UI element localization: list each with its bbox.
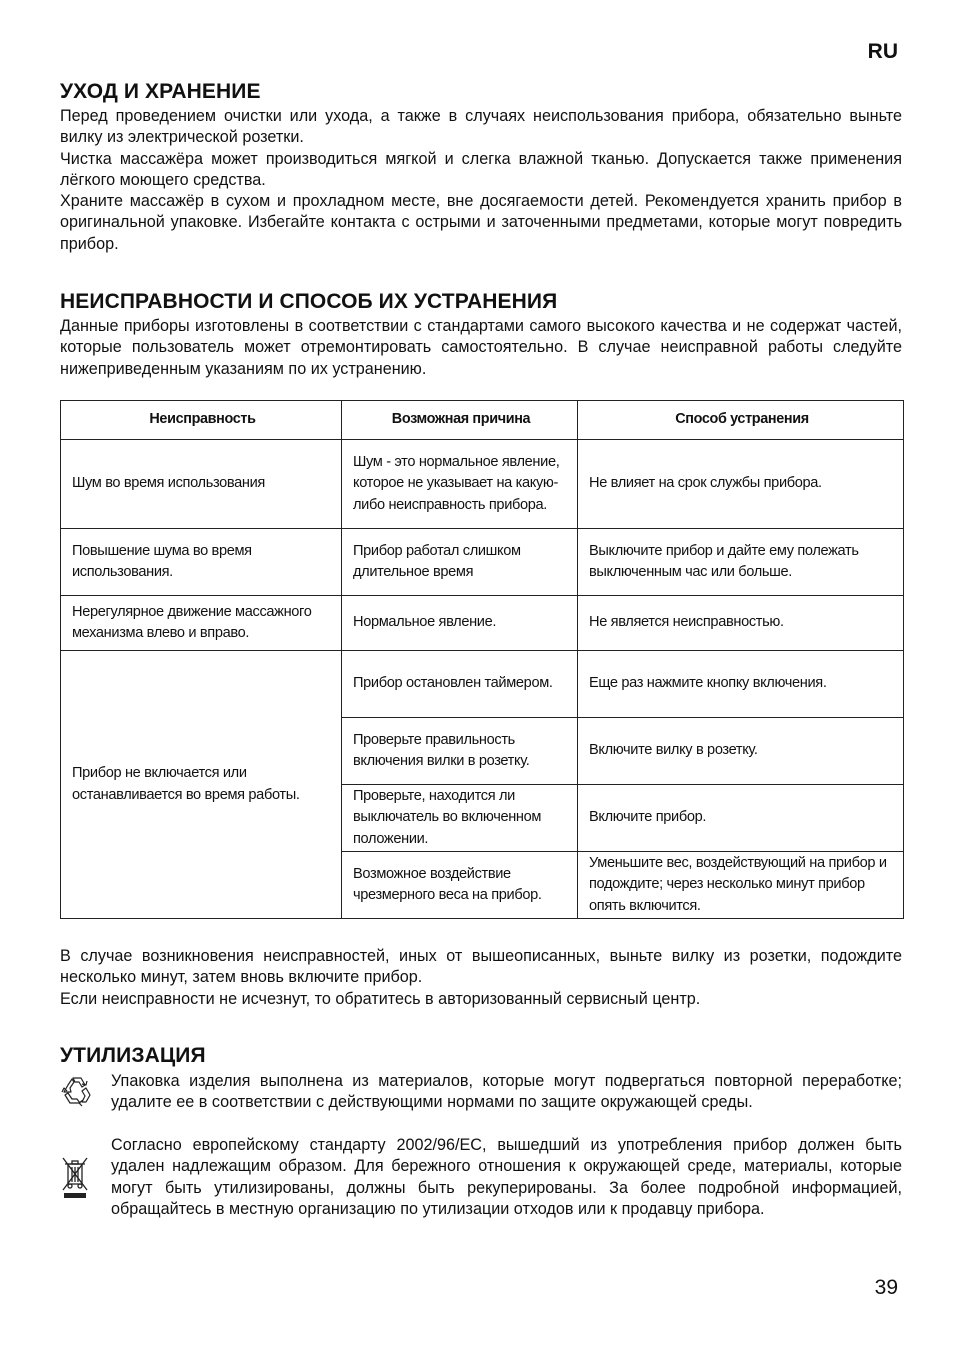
recycle-icon [60,1074,94,1108]
crossed-bin-icon [60,1156,90,1200]
table-row [61,440,904,529]
remedy-cell: Не влияет на срок службы прибора. [578,440,904,529]
fault-cell: Нерегулярное движение массажного механизма влево и вправо. [61,596,342,651]
care-paragraph-3: Храните массажёр в сухом и прохладном месте, вне досягаемости детей. Рекомендуется хранить прибор в оригинальной упаковке. Избегайте контакта с острыми и заточенными предметами, которые могут повредить прибор. [60,192,902,253]
remedy-cell: Выключите прибор и дайте ему полежать выключенным час или больше. [578,529,904,596]
faults-table [60,400,904,919]
table-row [61,651,904,718]
faults-intro [60,316,902,380]
fault-cell: Прибор не включается или останавливается во время работы. [61,651,342,919]
remedy-cell: Включите прибор. [578,785,904,852]
care-paragraph-2: Чистка массажёра может производиться мягкой и слегка влажной тканью. Допускается также применения лёгкого моющего средства. [60,149,902,189]
remedy-cell: Еще раз нажмите кнопку включения. [578,651,904,718]
cause-cell: Прибор остановлен таймером. [342,651,578,718]
table-row [61,529,904,596]
recycle-text: Упаковка изделия выполнена из материалов, которые могут подвергаться повторной переработке; удалите ее в соответствии с действующими нормами по защите окружающей среды. [111,1072,902,1112]
care-paragraph-1: Перед проведением очистки или ухода, а также в случаях неиспользования прибора, обязательно выньте вилку из электрической розетки. [60,107,902,147]
cause-cell: Нормальное явление. [342,596,578,651]
header-cause: Возможная причина [342,401,578,440]
language-code: RU [867,40,898,63]
header-remedy: Способ устранения [578,401,904,440]
fault-cell: Шум во время использования [61,440,342,529]
cause-cell: Проверьте правильность включения вилки в розетку. [342,718,578,785]
faults-intro-paragraph: Данные приборы изготовлены в соответствии с стандартами самого высокого качества и не содержат частей, которые пользователь может отремонтировать самостоятельно. В случае неисправной работы следуйте нижеприведенным указаниям по их устранению. [60,317,902,378]
header-fault: Неисправность [61,401,342,440]
table-row [61,596,904,651]
table-header-row [61,401,904,440]
fault-cell: Повышение шума во время использования. [61,529,342,596]
remedy-cell: Включите вилку в розетку. [578,718,904,785]
remedy-cell: Не является неисправностью. [578,596,904,651]
faults-title: НЕИСПРАВНОСТИ И СПОСОБ ИХ УСТРАНЕНИЯ [60,290,558,313]
cause-cell: Возможное воздействие чрезмерного веса на прибор. [342,852,578,919]
care-text [60,106,902,255]
faults-after-paragraph-1: В случае возникновения неисправностей, иных от вышеописанных, выньте вилку из розетки, подождите несколько минут, затем вновь включите прибор. [60,947,902,987]
cause-cell: Прибор работал слишком длительное время [342,529,578,596]
care-title: УХОД И ХРАНЕНИЕ [60,80,261,103]
page-number: 39 [874,1276,898,1299]
remedy-cell: Уменьшите вес, воздействующий на прибор и подождите; через несколько минут прибор опять включится. [578,852,904,919]
cause-cell: Проверьте, находится ли выключатель во включенном положении. [342,785,578,852]
faults-after-text [60,946,902,1010]
weee-text: Согласно европейскому стандарту 2002/96/EC, вышедший из употребления прибор должен быть удален надлежащим образом. Для бережного отношения к окружающей среде, материалы, которые могут быть утилизированы, должны быть рекуперированы. За более подробной информацией, обращайтесь в местную организацию по утилизации отходов или к продавцу прибора. [111,1136,902,1218]
disposal-title: УТИЛИЗАЦИЯ [60,1044,206,1067]
cause-cell: Шум - это нормальное явление, которое не указывает на какую-либо неисправность прибора. [342,440,578,529]
faults-after-paragraph-2: Если неисправности не исчезнут, то обратитесь в авторизованный сервисный центр. [60,989,701,1008]
